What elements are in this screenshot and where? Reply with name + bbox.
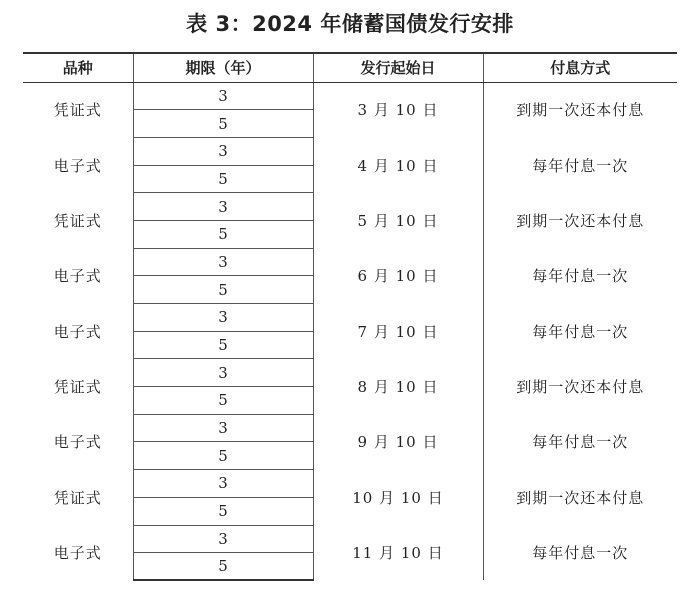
interest-method-cell: 到期一次还本付息 xyxy=(483,470,677,525)
start-date-cell: 6 月 10 日 xyxy=(313,248,483,303)
start-date-cell: 4 月 10 日 xyxy=(313,137,483,192)
table-row xyxy=(23,248,677,276)
term-cell: 3 xyxy=(133,414,313,442)
term-cell: 5 xyxy=(133,165,313,193)
interest-method-cell: 每年付息一次 xyxy=(483,304,677,359)
table-row xyxy=(23,359,677,387)
header-row xyxy=(23,53,677,82)
start-date-cell: 7 月 10 日 xyxy=(313,304,483,359)
bond-type-cell: 凭证式 xyxy=(53,101,102,120)
table-row xyxy=(23,304,677,332)
header-term: 期限（年） xyxy=(133,53,313,82)
start-date-cell: 3 月 10 日 xyxy=(313,82,483,137)
table-title: 表 3：2024 年储蓄国债发行安排 xyxy=(186,12,514,36)
bond-type-cell: 凭证式 xyxy=(53,211,102,230)
term-cell: 5 xyxy=(133,110,313,138)
interest-method-cell: 每年付息一次 xyxy=(483,414,677,469)
start-date-cell: 9 月 10 日 xyxy=(313,414,483,469)
table-row xyxy=(23,193,677,221)
start-date-cell: 11 月 10 日 xyxy=(313,525,483,580)
bond-type-cell: 凭证式 xyxy=(53,378,102,397)
term-cell: 3 xyxy=(133,137,313,165)
term-cell: 5 xyxy=(133,331,313,359)
bond-type-cell: 电子式 xyxy=(53,156,102,175)
term-cell: 3 xyxy=(133,525,313,553)
bond-type-cell: 电子式 xyxy=(53,544,102,563)
interest-method-cell: 每年付息一次 xyxy=(483,137,677,192)
term-cell: 3 xyxy=(133,359,313,387)
bond-type-cell: 电子式 xyxy=(53,267,102,286)
start-date-cell: 10 月 10 日 xyxy=(313,470,483,525)
table-row xyxy=(23,414,677,442)
header-start-date: 发行起始日 xyxy=(313,53,483,82)
term-cell: 3 xyxy=(133,248,313,276)
term-cell: 5 xyxy=(133,553,313,581)
term-cell: 5 xyxy=(133,387,313,415)
start-date-cell: 8 月 10 日 xyxy=(313,359,483,414)
start-date-cell: 5 月 10 日 xyxy=(313,193,483,248)
term-cell: 5 xyxy=(133,276,313,304)
interest-method-cell: 到期一次还本付息 xyxy=(483,193,677,248)
table-row xyxy=(23,82,677,110)
term-cell: 5 xyxy=(133,220,313,248)
bond-type-cell: 凭证式 xyxy=(53,488,102,507)
term-cell: 3 xyxy=(133,304,313,332)
interest-method-cell: 到期一次还本付息 xyxy=(483,359,677,414)
interest-method-cell: 每年付息一次 xyxy=(483,248,677,303)
term-cell: 5 xyxy=(133,442,313,470)
term-cell: 3 xyxy=(133,193,313,221)
interest-method-cell: 到期一次还本付息 xyxy=(483,82,677,137)
table-row xyxy=(23,470,677,498)
header-interest-method: 付息方式 xyxy=(483,53,677,82)
term-cell: 5 xyxy=(133,497,313,525)
issuance-schedule-table xyxy=(23,52,677,581)
header-type: 品种 xyxy=(23,53,133,82)
table-row xyxy=(23,525,677,553)
bond-type-cell: 电子式 xyxy=(53,433,102,452)
bond-type-cell: 电子式 xyxy=(53,322,102,341)
table-body xyxy=(23,82,677,580)
interest-method-cell: 每年付息一次 xyxy=(483,525,677,580)
term-cell: 3 xyxy=(133,82,313,110)
table-row xyxy=(23,137,677,165)
term-cell: 3 xyxy=(133,470,313,498)
